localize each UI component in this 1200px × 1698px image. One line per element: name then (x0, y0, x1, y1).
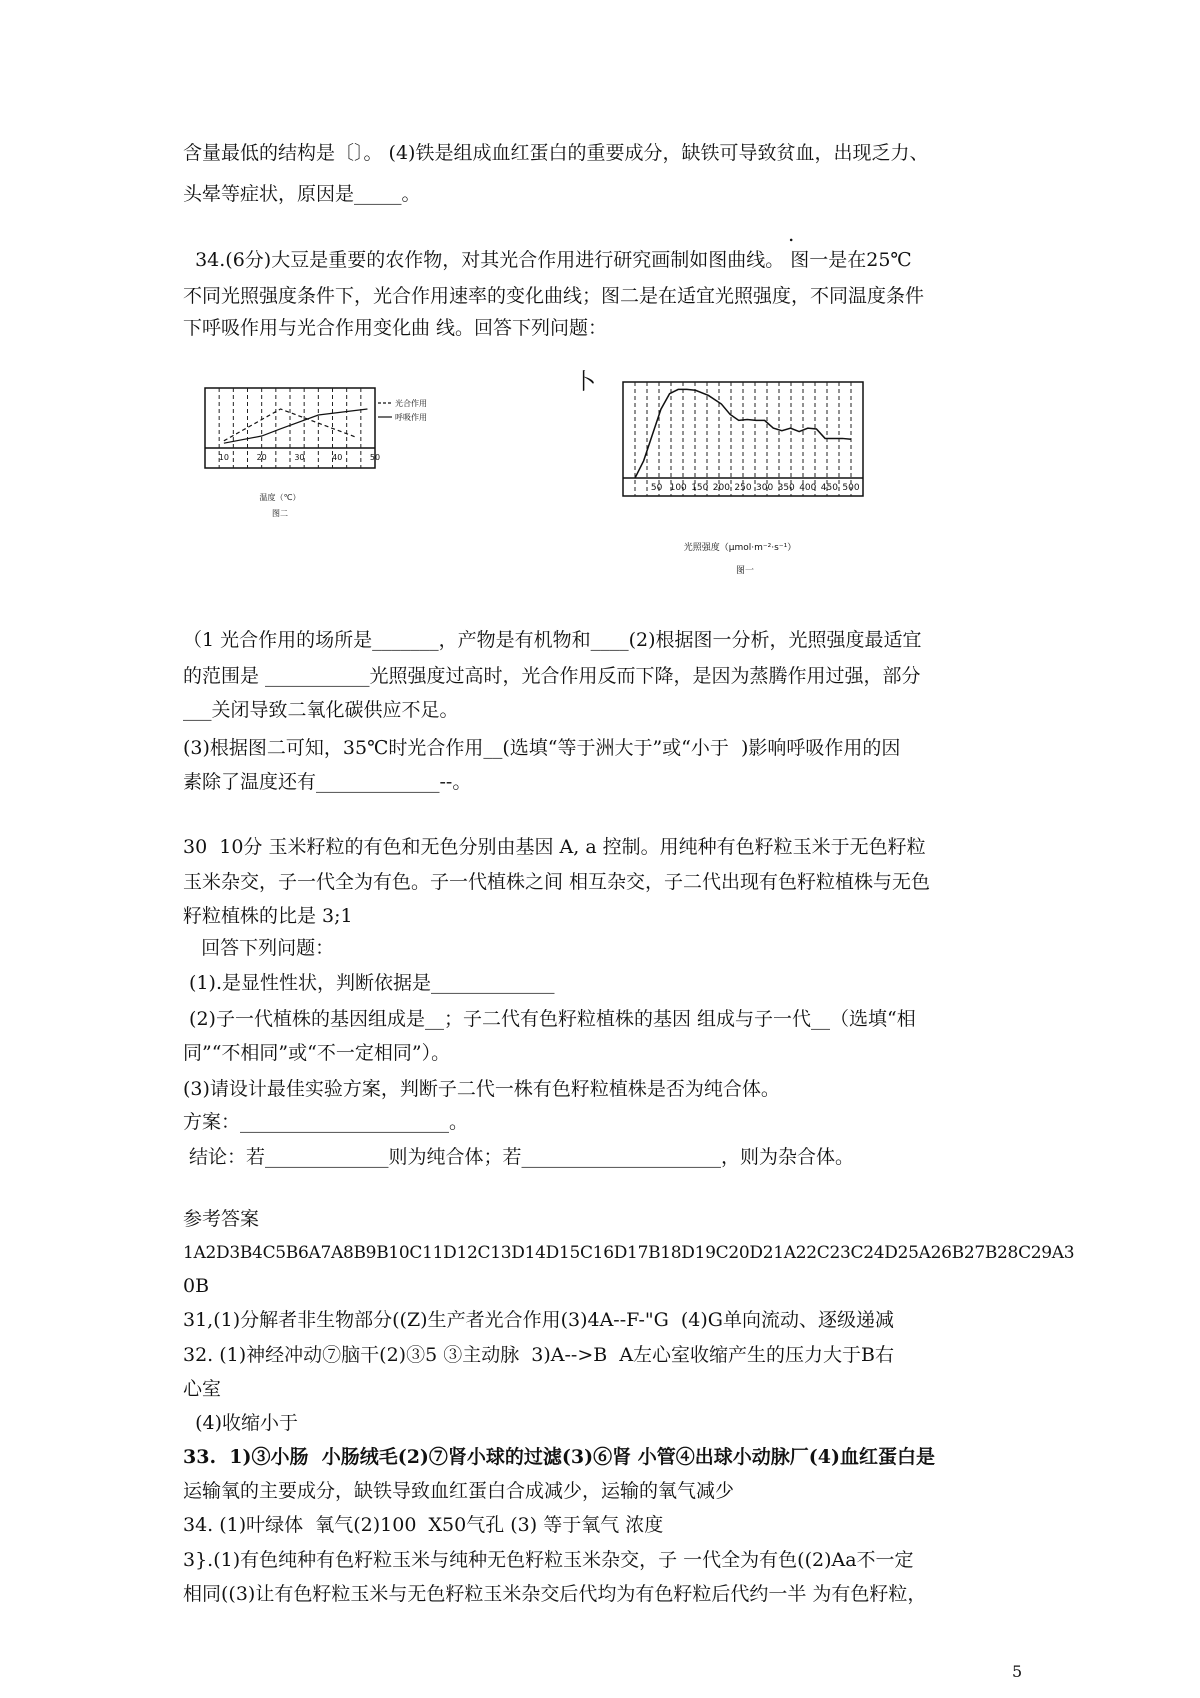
text-line: （1 光合作用的场所是_______，产物是有机物和____(2)根据图一分析，光照强度最适宜 (183, 629, 922, 651)
x-tick-label: 400 (799, 483, 817, 493)
x-tick-label: 10 (218, 453, 229, 462)
text-line: 心室 (183, 1378, 222, 1400)
text-line: (1).是显性性状，判断依据是_____________ (183, 972, 555, 994)
text-line: 素除了温度还有_____________--。 (183, 771, 472, 793)
chart-title: 图一 (735, 566, 755, 576)
x-tick-label: 40 (332, 453, 343, 462)
answers-heading: 参考答案 (183, 1208, 260, 1230)
text-line: (3)请设计最佳实验方案，判断子二代一株有色籽粒植株是否为纯合体。 (183, 1078, 780, 1100)
text-line: 1A2D3B4C5B6A7A8B9B10C11D12C13D14D15C16D17B18D19C20D21A22C23C24D25A26B27B28C29A3 (183, 1243, 1075, 1263)
x-tick-label: 500 (842, 483, 860, 493)
text-line: 的范围是 ___________光照强度过高时，光合作用反而下降，是因为蒸腾作用过强，部分 (183, 665, 921, 687)
text-line: ___关闭导致二氧化碳供应不足。 (183, 699, 459, 721)
x-tick-label: 30 (294, 453, 305, 462)
text-line: 玉米杂交，子一代全为有色。子一代植株之间 相互杂交，子二代出现有色籽粒植株与无色 (183, 871, 931, 893)
text-line: (2)子一代植株的基因组成是__；子二代有色籽粒植株的基因 组成与子一代__（选填“相 (183, 1008, 916, 1030)
text-line: 方案：______________________。 (183, 1111, 469, 1133)
x-axis-label: 光照强度（μmol·m⁻²·s⁻¹） (683, 543, 797, 553)
legend-label: 呼吸作用 (395, 413, 427, 422)
x-tick-label: 50 (369, 453, 381, 462)
figure-1-svg (615, 378, 905, 578)
page-number: 5 (1012, 1662, 1023, 1681)
text-line: 34.(6分)大豆是重要的农作物，对其光合作用进行研究画制如图曲线。 图一是在25℃ (183, 249, 912, 271)
text-line: 相同((3)让有色籽粒玉米与无色籽粒玉米杂交后代均为有色籽粒后代约一半 为有色籽粒， (183, 1583, 927, 1605)
x-tick-label: 20 (256, 453, 267, 462)
text-line: 头晕等症状，原因是_____。 (183, 183, 421, 205)
text-line: (4)收缩小于 (183, 1412, 298, 1434)
chart-title: 图二 (272, 509, 288, 518)
figure-2-svg (200, 383, 440, 538)
x-tick-label: 250 (734, 483, 752, 493)
text-line: 结论：若_____________则为纯合体；若_____________________，则为杂合体。 (183, 1146, 855, 1168)
x-axis-label: 温度（℃） (259, 493, 301, 502)
text-line: 33. 1)③小肠 小肠绒毛(2)⑦肾小球的过滤(3)⑥肾 小管④出球小动脉厂(4)血红蛋白是 (183, 1446, 935, 1468)
legend-label: 光合作用 (395, 399, 427, 408)
text-line: 31,(1)分解者非生物部分((Z)生产者光合作用(3)4A--F-"G (4)G单向流动、逐级递减 (183, 1309, 894, 1331)
x-tick-label: 150 (691, 483, 709, 493)
text-line: 30 10分 玉米籽粒的有色和无色分别由基因 A, a 控制。用纯种有色籽粒玉米于无色籽粒 (183, 836, 926, 858)
x-tick-label: 50 (650, 483, 663, 493)
plot-frame (205, 388, 375, 468)
stray-mark: 卜 (574, 370, 597, 395)
x-tick-label: 350 (777, 483, 795, 493)
figure-1-chart (615, 378, 905, 578)
text-line: 含量最低的结构是〔〕。 (4)铁是组成血红蛋白的重要成分，缺铁可导致贫血，出现乏力、 (183, 142, 929, 164)
text-line: (3)根据图二可知，35℃时光合作用__(选填“等于洲大于”或“小于 )影响呼吸作用的因 (183, 737, 901, 759)
text-line: 34. (1)叶绿体 氧气(2)100 X50气孔 (3) 等于氧气 浓度 (183, 1514, 664, 1536)
figure-2-chart (200, 383, 440, 538)
text-line: 同”“不相同”或“不一定相同”）。 (183, 1042, 451, 1064)
stray-dot: . (788, 222, 795, 246)
text-line: 运输氧的主要成分，缺铁导致血红蛋白合成减少，运输的氧气减少 (183, 1480, 735, 1502)
x-tick-label: 300 (756, 483, 774, 493)
text-line: 籽粒植株的比是 3;1 (183, 905, 353, 927)
text-line: 3}.(1)有色纯种有色籽粒玉米与纯种无色籽粒玉米杂交，子 一代全为有色((2)Aa不一定 (183, 1549, 914, 1571)
x-tick-label: 100 (669, 483, 687, 493)
text-line: 不同光照强度条件下，光合作用速率的变化曲线；图二是在适宜光照强度，不同温度条件 (183, 285, 925, 307)
text-line: 下呼吸作用与光合作用变化曲 线。回答下列问题： (183, 317, 608, 339)
x-tick-label: 450 (820, 483, 838, 493)
text-line: 0B (183, 1275, 210, 1297)
x-tick-label: 200 (712, 483, 730, 493)
text-line: 回答下列问题： (183, 937, 335, 959)
text-line: 32. (1)神经冲动⑦脑干(2)③5 ③主动脉 3)A-->B A左心室收缩产生的压力大于B右 (183, 1344, 894, 1366)
